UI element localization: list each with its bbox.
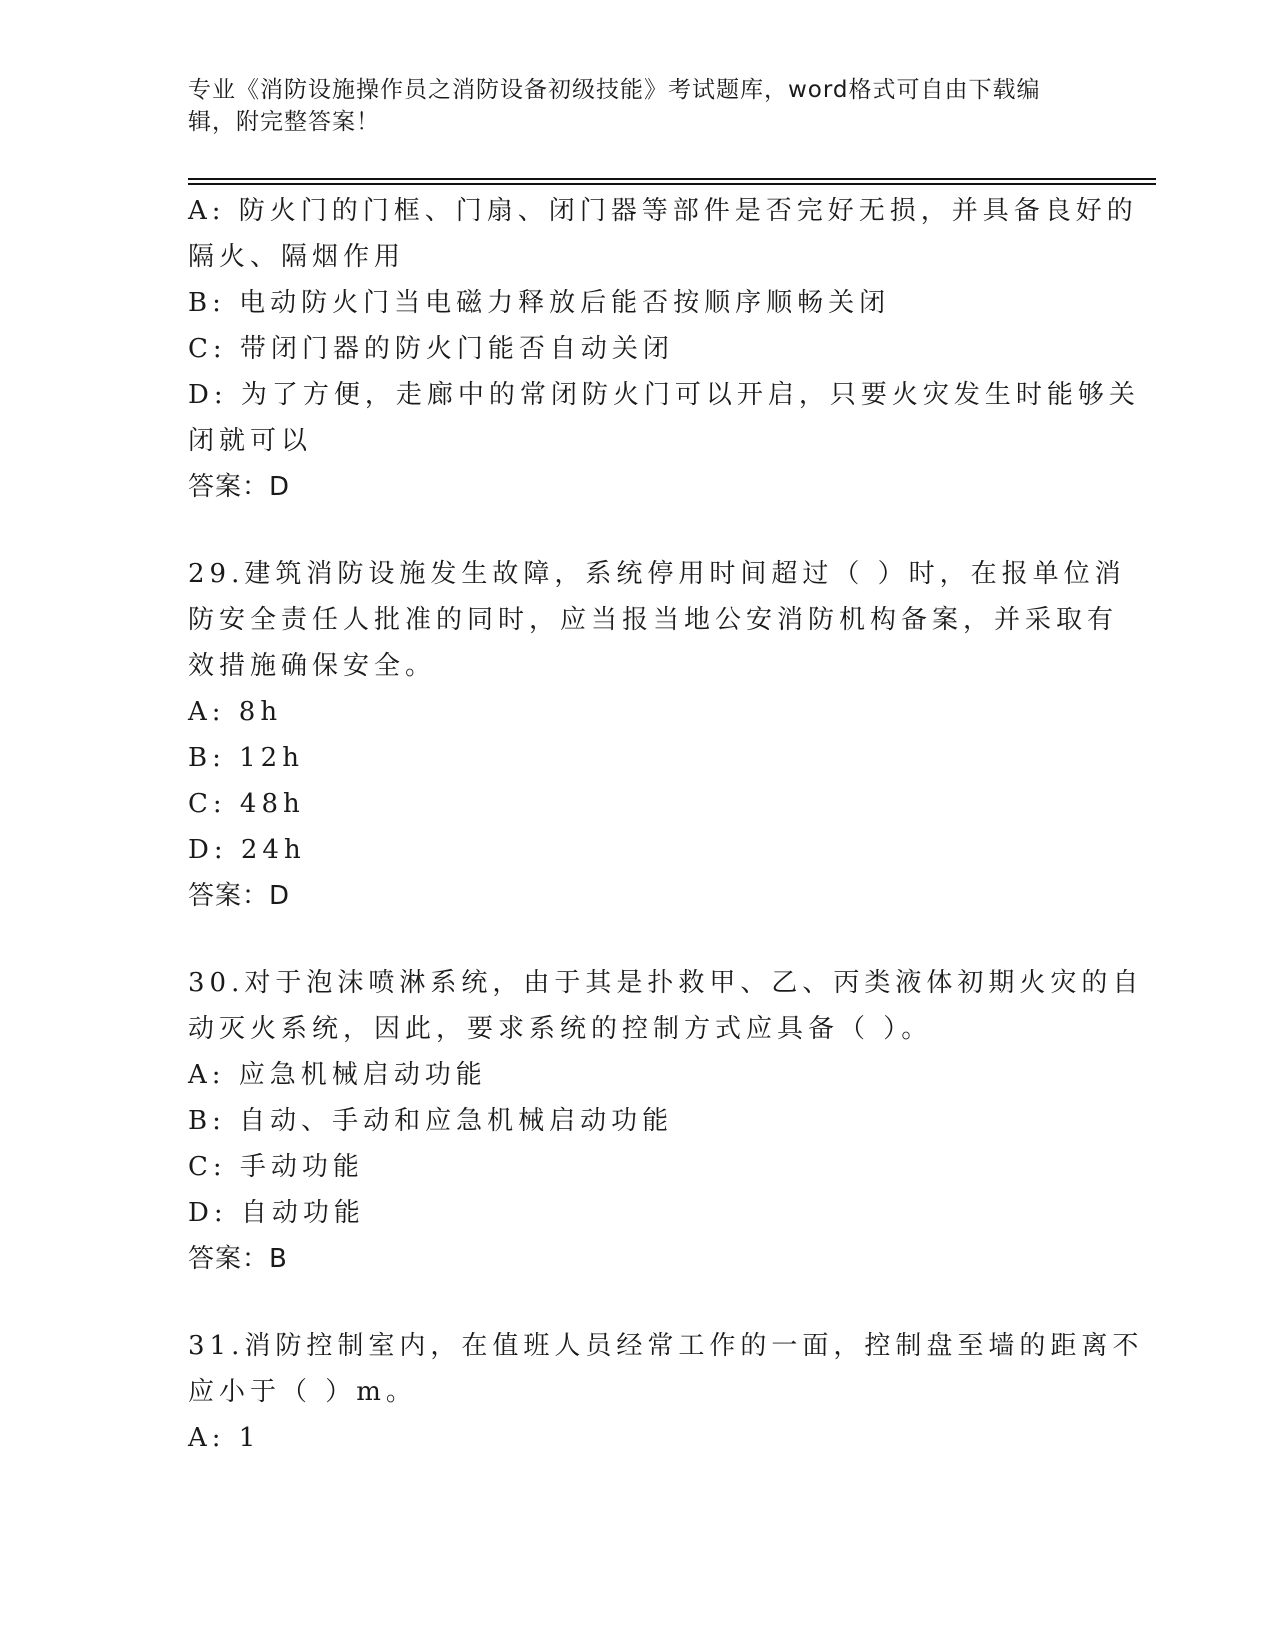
question-stem-line-2: 防安全责任人批准的同时，应当报当地公安消防机构备案，并采取有 [188,605,1119,635]
spacer [188,510,1088,551]
question-stem-line-2: 应小于（ ）m。 [188,1377,417,1407]
option-c: C: 带闭门器的防火门能否自动关闭 [188,334,674,364]
option-d: D: 自动功能 [188,1198,365,1228]
page-header [188,74,1088,138]
answer: 答案：B [188,1244,288,1274]
option-a: A: 应急机械启动功能 [188,1060,487,1090]
question-29 [188,551,1126,919]
option-a: A: 1 [188,1423,261,1453]
question-stem-line-2: 动灭火系统，因此，要求系统的控制方式应具备（ ）。 [188,1014,933,1044]
header-line-1: 专业《消防设施操作员之消防设备初级技能》考试题库，word格式可自由下载编 [188,77,1041,103]
option-a: A: 8h [188,697,283,727]
spacer [188,919,1088,960]
header-divider-top [188,178,1156,180]
answer: 答案：D [188,472,291,502]
question-stem-line-1: 31.消防控制室内，在值班人员经常工作的一面，控制盘至墙的距离不 [188,1331,1144,1361]
option-d-line-1: D: 为了方便，走廊中的常闭防火门可以开启，只要火灾发生时能够关 [188,380,1140,410]
question-28 [188,188,1140,510]
option-c: C: 48h [188,789,305,819]
question-stem-line-3: 效措施确保安全。 [188,651,437,681]
option-c: C: 手动功能 [188,1152,364,1182]
question-list [188,188,1144,1461]
question-stem-line-1: 29.建筑消防设施发生故障，系统停用时间超过（ ）时，在报单位消 [188,559,1126,589]
question-31 [188,1323,1144,1461]
header-line-2: 辑，附完整答案！ [188,109,380,135]
option-a-line-2: 隔火、隔烟作用 [188,242,406,272]
header-divider-bottom [188,183,1156,185]
spacer [188,1282,1088,1323]
question-30 [188,960,1144,1282]
question-stem-line-1: 30.对于泡沫喷淋系统，由于其是扑救甲、乙、丙类液体初期火灾的自 [188,968,1144,998]
option-b: B: 电动防火门当电磁力释放后能否按顺序顺畅关闭 [188,288,891,318]
option-d-line-2: 闭就可以 [188,426,313,456]
answer: 答案：D [188,881,291,911]
option-d: D: 24h [188,835,306,865]
option-b: B: 自动、手动和应急机械启动功能 [188,1106,674,1136]
option-a-line-1: A: 防火门的门框、门扇、闭门器等部件是否完好无损，并具备良好的 [188,196,1138,226]
option-b: B: 12h [188,743,304,773]
